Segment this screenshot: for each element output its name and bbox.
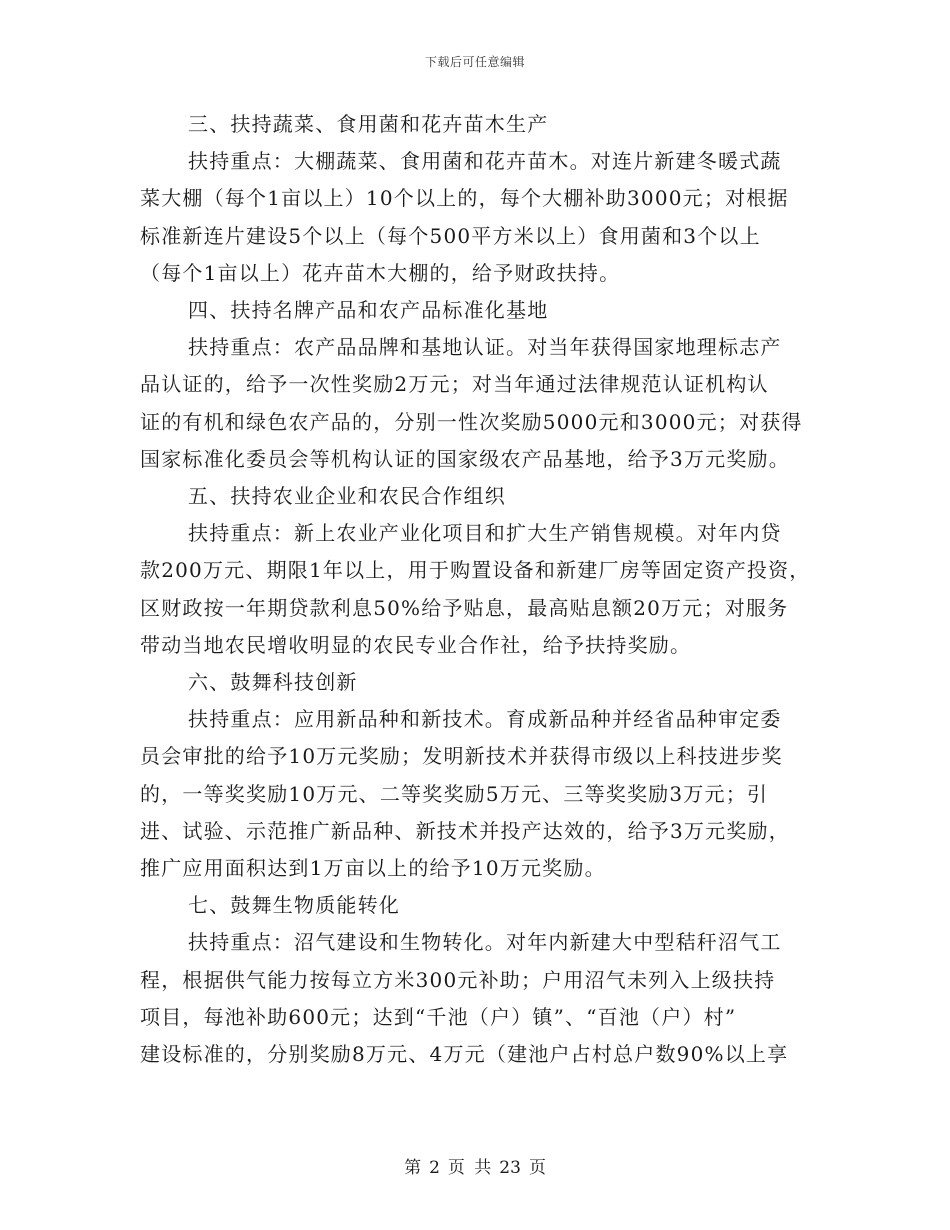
paragraph-line: 菜大棚（每个1亩以上）10个以上的，每个大棚补助3000元；对根据 — [140, 186, 789, 211]
footer-label-page: 第 — [404, 1158, 422, 1178]
page-footer — [0, 1153, 950, 1178]
paragraph-line: 品认证的，给予一次性奖励2万元；对当年通过法律规范认证机构认 — [140, 372, 769, 397]
paragraph-line: 国家标准化委员会等机构认证的国家级农产品基地，给予3万元奖励。 — [140, 446, 790, 471]
section-heading: 四、扶持名牌产品和农产品标准化基地 — [188, 298, 549, 323]
paragraph-line: 款200万元、期限1年以上，用于购置设备和新建厂房等固定资产投资， — [140, 558, 811, 583]
paragraph-line: 进、试验、示范推广新品种、新技术并投产达效的，给予3万元奖励， — [140, 818, 790, 843]
footer-label-of: 页 共 — [447, 1158, 492, 1178]
section-heading: 七、鼓舞生物质能转化 — [188, 893, 400, 918]
footer-total-pages: 23 — [499, 1158, 521, 1178]
footer-current-page: 2 — [429, 1158, 440, 1178]
paragraph-line: 带动当地农民增收明显的农民专业合作社，给予扶持奖励。 — [140, 632, 692, 657]
paragraph-line: 程，根据供气能力按每立方米300元补助；户用沼气未列入上级扶持 — [140, 967, 776, 992]
paragraph-line: 区财政按一年期贷款利息50%给予贴息，最高贴息额20万元；对服务 — [140, 595, 789, 620]
paragraph-line: 扶持重点：大棚蔬菜、食用菌和花卉苗木。对连片新建冬暖式蔬 — [188, 149, 782, 174]
paragraph-line: 推广应用面积达到1万亩以上的给予10万元奖励。 — [140, 856, 606, 881]
paragraph-line: 项目，每池补助600元；达到“千池（户）镇”、“百池（户）村” — [140, 1004, 737, 1029]
section-heading: 五、扶持农业企业和农民合作组织 — [188, 484, 506, 509]
paragraph-line: 扶持重点：新上农业产业化项目和扩大生产销售规模。对年内贷 — [188, 521, 782, 546]
paragraph-line: 扶持重点：沼气建设和生物转化。对年内新建大中型秸秆沼气工 — [188, 930, 782, 955]
paragraph-line: （每个1亩以上）花卉苗木大棚的，给予财政扶持。 — [140, 260, 621, 285]
page-header: 下载后可任意编辑 — [424, 55, 525, 69]
paragraph-line: 标准新连片建设5个以上（每个500平方米以上）食用菌和3个以上 — [140, 223, 761, 248]
paragraph-line: 扶持重点：农产品品牌和基地认证。对当年获得国家地理标志产 — [188, 335, 782, 360]
paragraph-line: 建设标准的，分别奖励8万元、4万元（建池户占村总户数90%以上享 — [140, 1042, 789, 1067]
paragraph-line: 员会审批的给予10万元奖励；发明新技术并获得市级以上科技进步奖 — [140, 744, 783, 769]
section-heading: 三、扶持蔬菜、食用菌和花卉苗木生产 — [188, 112, 549, 136]
paragraph-line: 的，一等奖奖励10万元、二等奖奖励5万元、三等奖奖励3万元；引 — [140, 781, 769, 806]
document-body — [140, 106, 830, 1073]
paragraph-line: 证的有机和绿色农产品的，分别一性次奖励5000元和3000元；对获得 — [140, 409, 803, 434]
footer-label-end: 页 — [528, 1158, 546, 1178]
section-heading: 六、鼓舞科技创新 — [188, 670, 358, 695]
paragraph-line: 扶持重点：应用新品种和新技术。育成新品种并经省品种审定委 — [188, 707, 782, 732]
